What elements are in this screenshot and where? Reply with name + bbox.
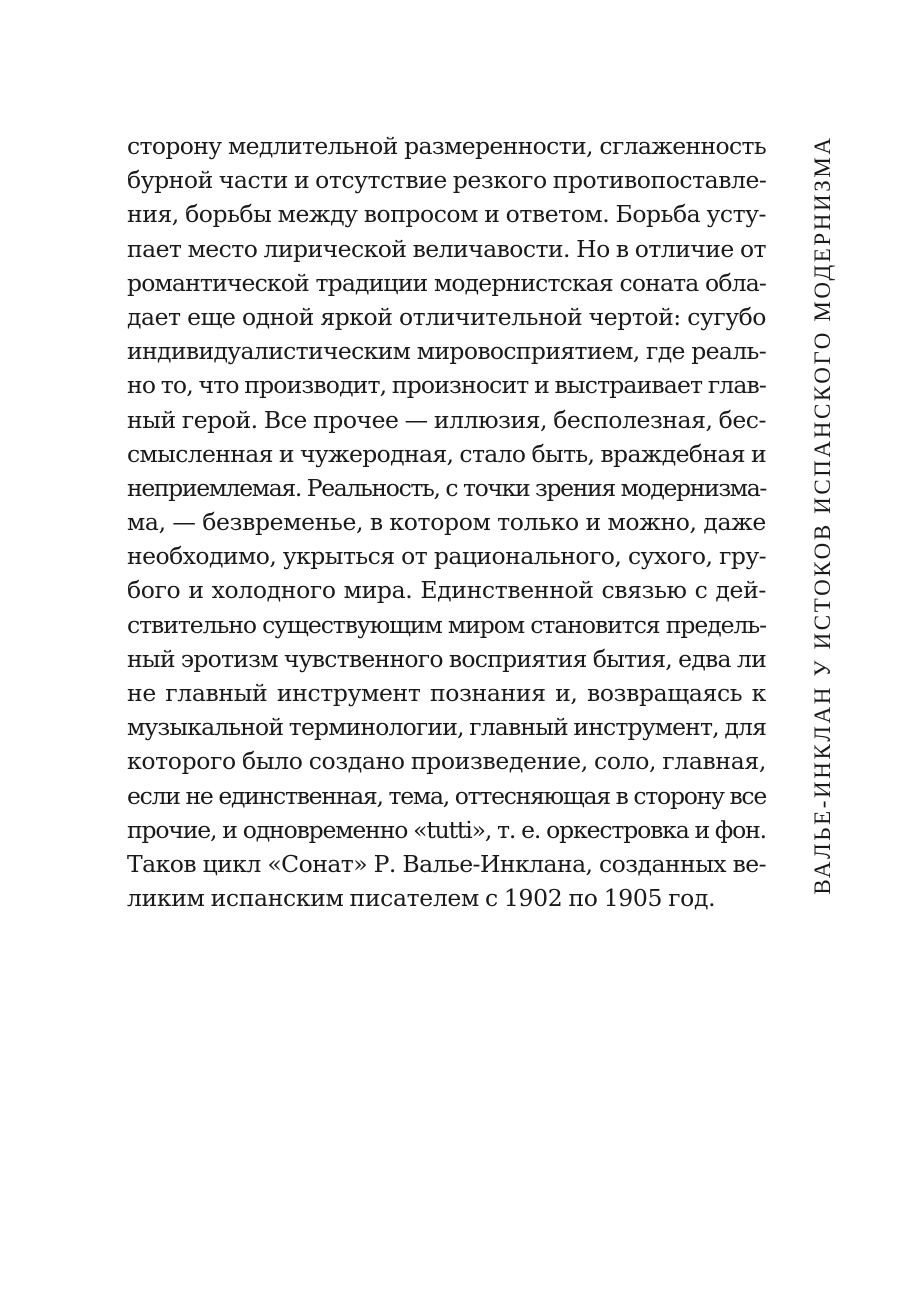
text-line: Таков цикл «Сонат» Р. Валье-Инклана, созданных ве- <box>127 849 766 878</box>
text-line: дает еще одной яркой отличительной чертой: сугубо <box>127 302 766 331</box>
text-line: неприемлемая. Реальность, с точки зрения модернизма- <box>127 473 766 502</box>
text-line: музыкальной терминологии, главный инструмент, для <box>127 713 767 742</box>
text-line: которого было создано произведение, соло, главная, <box>127 747 766 776</box>
text-line: ный эротизм чувственного восприятия бытия, едва ли <box>127 644 766 673</box>
text-line: пает место лирической величавости. Но в отличие от <box>127 234 766 263</box>
text-line: прочие, и одновременно «tutti», т. е. оркестровка и фон. <box>127 815 766 844</box>
text-line: ный герой. Все прочее — иллюзия, бесполезная, бес- <box>127 405 766 434</box>
text-line: сторону медлительной размеренности, сглаженность <box>127 132 766 160</box>
text-line: ма, — безвременье, в котором только и можно, даже <box>127 508 766 537</box>
text-line: ствительно существующим миром становится предель- <box>127 610 766 639</box>
text-line: если не единственная, тема, оттесняющая в сторону все <box>127 781 766 810</box>
running-head: ВАЛЬЕ-ИНКЛАН У ИСТОКОВ ИСПАНСКОГО МОДЕРНИЗМА <box>810 135 835 895</box>
text-line: бого и холодного мира. Единственной связью с дей- <box>127 576 766 605</box>
text-line: бурной части и отсутствие резкого противопоставле- <box>127 166 767 195</box>
text-line: смысленная и чужеродная, стало быть, враждебная и <box>127 439 766 468</box>
text-line: но то, что производит, произносит и выстраивает глав- <box>127 371 766 400</box>
text-line: ния, борьбы между вопросом и ответом. Борьба усту- <box>127 200 766 229</box>
text-line-last: ликим испанским писателем с 1902 по 1905 год. <box>127 884 716 913</box>
text-line: необходимо, укрыться от рационального, сухого, гру- <box>127 542 766 571</box>
text-line: романтической традиции модернистская соната обла- <box>127 268 766 297</box>
text-line: не главный инструмент познания и, возвращаясь к <box>127 679 766 707</box>
body-text <box>127 129 766 915</box>
text-line: индивидуалистическим мировосприятием, где реаль- <box>127 337 766 366</box>
